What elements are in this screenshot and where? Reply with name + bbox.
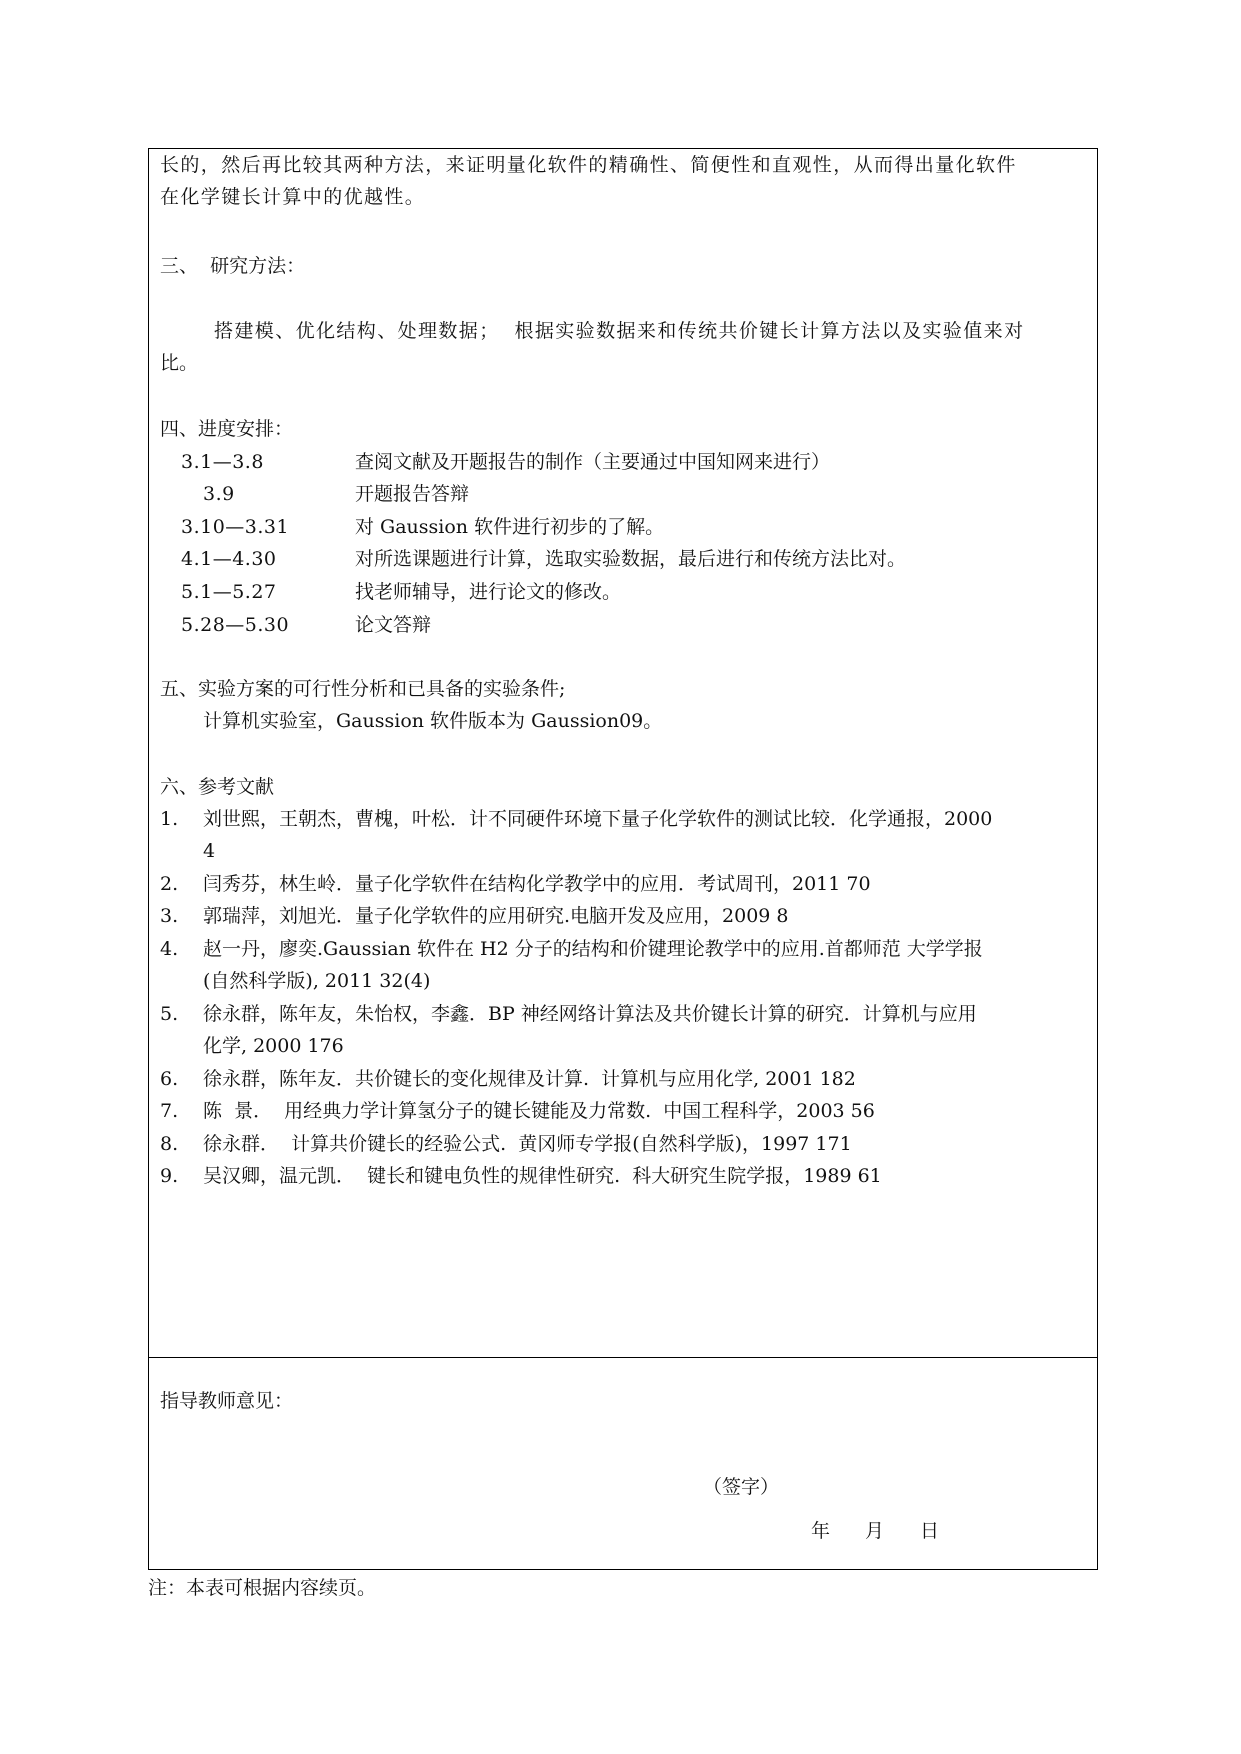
- reference-text: 陈 景． 用经典力学计算氢分子的键长键能及力常数. 中国工程科学，2003 56: [203, 1100, 875, 1122]
- reference-number: 8.: [160, 1133, 179, 1155]
- schedule-row-date: 3.10—3.31: [181, 516, 290, 538]
- schedule-row-date: 3.1—3.8: [181, 451, 264, 473]
- reference-text-continued: 化学, 2000 176: [203, 1035, 344, 1057]
- reference-number: 2.: [160, 873, 179, 895]
- reference-number: 6.: [160, 1068, 179, 1090]
- reference-number: 7.: [160, 1100, 179, 1122]
- schedule-row-task: 对 Gaussion 软件进行初步的了解。: [355, 516, 665, 538]
- schedule-row-date: 4.1—4.30: [181, 548, 277, 570]
- footnote: 注：本表可根据内容续页。: [148, 1577, 377, 1599]
- intro-line-1: 长的，然后再比较其两种方法，来证明量化软件的精确性、简便性和直观性，从而得出量化软件: [160, 154, 1017, 176]
- reference-text: 徐永群． 计算共价键长的经验公式. 黄冈师专学报(自然科学版)，1997 171: [203, 1133, 852, 1155]
- signature-label: （签字）: [703, 1476, 780, 1498]
- reference-text-continued: 4: [203, 840, 216, 862]
- schedule-row-task: 对所选课题进行计算，选取实验数据，最后进行和传统方法比对。: [355, 548, 907, 570]
- schedule-row-task: 找老师辅导，进行论文的修改。: [355, 581, 622, 603]
- schedule-row-date: 5.28—5.30: [181, 614, 290, 636]
- reference-text: 吴汉卿，温元凯． 键长和键电负性的规律性研究. 科大研究生院学报，1989 61: [203, 1165, 882, 1187]
- references-heading: 六、参考文献: [160, 776, 275, 798]
- reference-text: 闫秀芬，林生岭．量子化学软件在结构化学教学中的应用．考试周刊，2011 70: [203, 873, 871, 895]
- date-month-label: 月: [865, 1520, 885, 1542]
- reference-text: 徐永群，陈年友．共价键长的变化规律及计算. 计算机与应用化学, 2001 182: [203, 1068, 856, 1090]
- advisor-opinion-label: 指导教师意见：: [160, 1390, 294, 1412]
- schedule-heading: 四、进度安排：: [160, 418, 294, 440]
- methods-text-line-2: 比。: [160, 352, 199, 374]
- reference-text: 刘世熙，王朝杰，曹槐，叶松．计不同硬件环境下量子化学软件的测试比较．化学通报，2000: [203, 808, 993, 830]
- methods-text-line-1: 搭建模、优化结构、处理数据； 根据实验数据来和传统共价键长计算方法以及实验值来对: [214, 320, 1025, 342]
- schedule-row-task: 论文答辩: [355, 614, 432, 636]
- methods-heading: 三、 研究方法：: [160, 255, 306, 277]
- reference-text: 赵一丹，廖奕.Gaussian 软件在 H2 分子的结构和价键理论教学中的应用.首都师范 大学学报: [203, 938, 983, 960]
- schedule-row-task: 开题报告答辩: [355, 483, 470, 505]
- schedule-row-task: 查阅文献及开题报告的制作（主要通过中国知网来进行）: [355, 451, 831, 473]
- reference-text: 郭瑞萍，刘旭光．量子化学软件的应用研究.电脑开发及应用，2009 8: [203, 905, 789, 927]
- reference-number: 5.: [160, 1003, 179, 1025]
- date-year-label: 年: [811, 1520, 831, 1542]
- intro-line-2: 在化学键长计算中的优越性。: [160, 186, 426, 208]
- reference-number: 3.: [160, 905, 179, 927]
- reference-number: 9.: [160, 1165, 179, 1187]
- feasibility-text: 计算机实验室，Gaussion 软件版本为 Gaussion09。: [203, 710, 663, 732]
- date-day-label: 日: [920, 1520, 940, 1542]
- reference-text-continued: (自然科学版), 2011 32(4): [203, 970, 431, 992]
- feasibility-heading: 五、实验方案的可行性分析和已具备的实验条件;: [160, 678, 566, 700]
- schedule-row-date: 5.1—5.27: [181, 581, 277, 603]
- reference-number: 4.: [160, 938, 179, 960]
- reference-number: 1.: [160, 808, 179, 830]
- schedule-row-date: 3.9: [203, 483, 235, 505]
- reference-text: 徐永群，陈年友，朱怡权，李鑫．BP 神经网络计算法及共价键长计算的研究．计算机与应用: [203, 1003, 977, 1025]
